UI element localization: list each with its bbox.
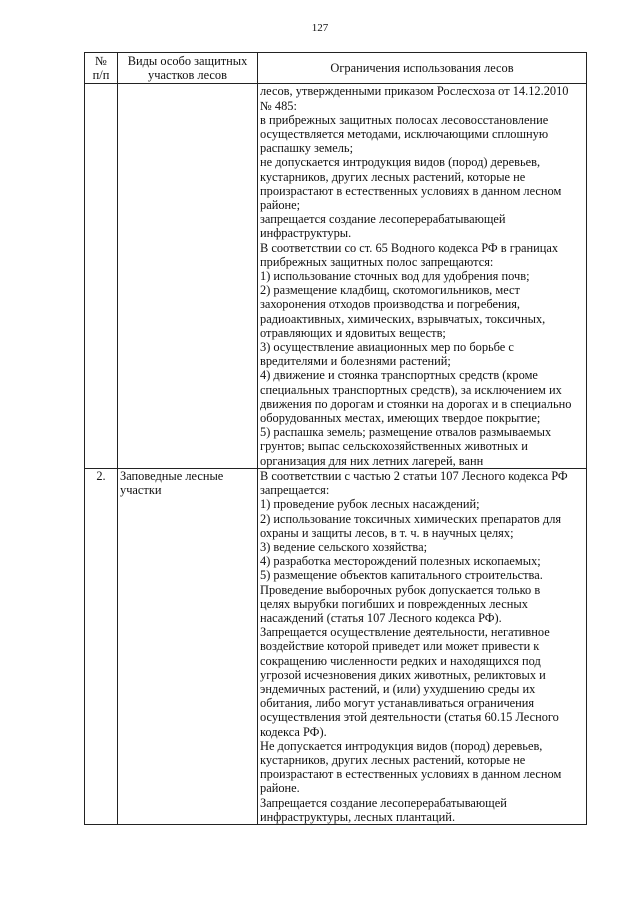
- restriction-line: 2) размещение кладбищ, скотомогильников, мест: [260, 283, 520, 298]
- table-row: [85, 468, 587, 824]
- table-header-row: [85, 53, 587, 84]
- restriction-line: вредителями и болезнями растений;: [260, 354, 451, 369]
- row-category: [118, 84, 258, 468]
- restriction-line: обитания, либо могут устанавливаться ограничения: [260, 696, 535, 711]
- header-category: Виды особо защитных участков лесов: [118, 53, 258, 84]
- restriction-line: 3) осуществление авиационных мер по борьбе с: [260, 340, 514, 355]
- restriction-line: 1) проведение рубок лесных насаждений;: [260, 497, 480, 512]
- restriction-line: 1) использование сточных вод для удобрения почв;: [260, 269, 530, 284]
- row-category: [118, 468, 258, 824]
- restriction-line: целях вырубки погибших и поврежденных лесных: [260, 596, 528, 611]
- restriction-line: в прибрежных защитных полосах лесовосстановление: [260, 112, 549, 127]
- table-row: [85, 84, 587, 468]
- restriction-line: районе.: [260, 781, 300, 796]
- restriction-line: № 485:: [260, 98, 297, 113]
- restriction-line: лесов, утвержденными приказом Рослесхоза от 14.12.2010: [260, 84, 569, 99]
- restriction-line: районе;: [260, 198, 301, 213]
- restriction-line: охраны и защиты лесов, в т. ч. в научных целях;: [260, 525, 514, 540]
- restriction-line: распашку земель;: [260, 141, 354, 156]
- restriction-line: инфраструктуры, лесных плантаций.: [260, 809, 456, 824]
- header-number: № п/п: [85, 53, 118, 84]
- restriction-line: Запрещается осуществление деятельности, негативное: [260, 625, 550, 640]
- restriction-line: угрозой исчезновения диких животных, реликтовых и: [260, 667, 546, 682]
- restriction-line: кустарников, других лесных растений, которые не: [260, 169, 526, 184]
- restriction-line: 3) ведение сельского хозяйства;: [260, 539, 428, 554]
- restriction-line: не допускается интродукция видов (пород) деревьев,: [260, 155, 541, 170]
- row-number: [85, 84, 118, 468]
- restriction-line: 2) использование токсичных химических препаратов для: [260, 511, 562, 526]
- restriction-line: 4) разработка месторождений полезных ископаемых;: [260, 554, 541, 569]
- restriction-line: кодекса РФ).: [260, 724, 327, 739]
- restriction-line: Проведение выборочных рубок допускается только в: [260, 582, 541, 597]
- restriction-line: сокращению численности редких и находящихся под: [260, 653, 541, 668]
- category-line: Заповедные лесные: [120, 468, 224, 483]
- restriction-line: движения по дорогам и стоянки на дорогах и в специально: [260, 396, 572, 411]
- restriction-line: В соответствии со ст. 65 Водного кодекса РФ в границах: [260, 240, 559, 255]
- restriction-line: эндемичных растений, и (или) ухудшению среды их: [260, 681, 536, 696]
- restriction-line: насаждений (статья 107 Лесного кодекса РФ).: [260, 610, 502, 625]
- restriction-line: осуществления этой деятельности (статья 60.15 Лесного: [260, 710, 559, 725]
- restriction-line: отравляющих и ядовитых веществ;: [260, 325, 446, 340]
- restriction-line: 4) движение и стоянка транспортных средств (кроме: [260, 368, 538, 383]
- header-restrictions: Ограничения использования лесов: [258, 53, 587, 84]
- row-number: 2.: [85, 468, 118, 824]
- row-restrictions: [258, 84, 587, 468]
- restriction-line: Запрещается создание лесоперерабатывающей: [260, 795, 507, 810]
- restriction-line: произрастают в естественных условиях в данном лесном: [260, 183, 562, 198]
- restriction-line: прибрежных защитных полос запрещаются:: [260, 254, 494, 269]
- restriction-line: произрастают в естественных условиях в данном лесном: [260, 767, 562, 782]
- page-number: 127: [311, 22, 329, 34]
- restriction-line: специальных транспортных средств), за исключением их: [260, 382, 562, 397]
- row-restrictions: [258, 468, 587, 824]
- restriction-line: радиоактивных, химических, взрывчатых, токсичных,: [260, 311, 546, 326]
- category-line: участки: [120, 483, 162, 498]
- restriction-line: воздействие которой приведет или может привести к: [260, 639, 540, 654]
- restriction-line: оборудованных местах, имеющих твердое покрытие;: [260, 411, 541, 426]
- restriction-line: организация для них летних лагерей, ванн: [260, 453, 484, 468]
- restriction-line: 5) размещение объектов капитального строительства.: [260, 568, 543, 583]
- restriction-line: инфраструктуры.: [260, 226, 352, 241]
- restriction-line: захоронения отходов производства и погребения,: [260, 297, 521, 312]
- restriction-line: грунтов; выпас сельскохозяйственных животных и: [260, 439, 528, 454]
- restriction-line: кустарников, других лесных растений, которые не: [260, 752, 526, 767]
- restriction-line: запрещается:: [260, 483, 330, 498]
- restrictions-table: [84, 52, 587, 825]
- restriction-line: осуществляется методами, исключающими сплошную: [260, 127, 549, 142]
- restriction-line: В соответствии с частью 2 статьи 107 Лесного кодекса РФ: [260, 468, 568, 483]
- restriction-line: 5) распашка земель; размещение отвалов размываемых: [260, 425, 552, 440]
- restriction-line: запрещается создание лесоперерабатывающей: [260, 212, 506, 227]
- restriction-line: Не допускается интродукция видов (пород) деревьев,: [260, 738, 543, 753]
